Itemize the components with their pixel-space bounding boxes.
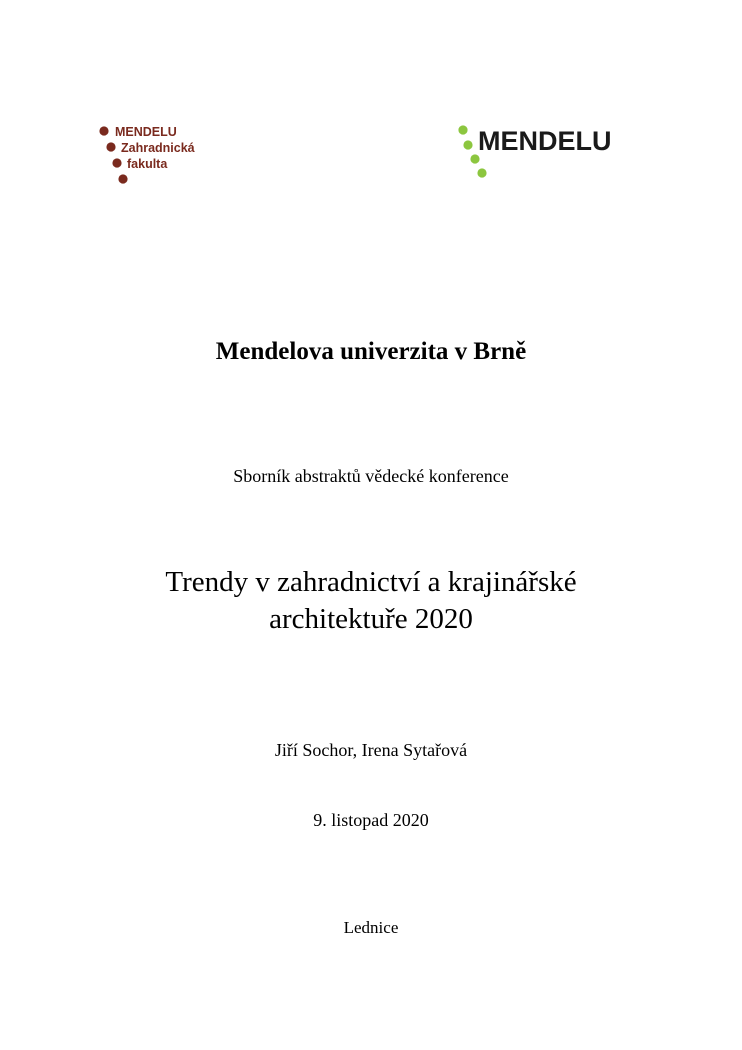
university-name: Mendelova univerzita v Brně — [215, 338, 527, 365]
conference-title — [0, 564, 742, 638]
faculty-logo-line: Zahradnická — [121, 141, 195, 155]
mendelu-logo-text: MENDELU — [478, 126, 612, 156]
logo-dot — [99, 126, 108, 135]
logo-dot — [477, 168, 486, 177]
faculty-logo-line: fakulta — [127, 157, 168, 171]
conference-place: Lednice — [343, 918, 399, 937]
conference-title-line: architektuře 2020 — [269, 603, 473, 635]
logo-dot — [458, 125, 467, 134]
logo-dot — [106, 142, 115, 151]
editors: Jiří Sochor, Irena Sytařová — [274, 740, 468, 760]
logo-dot — [112, 158, 121, 167]
faculty-logo — [88, 114, 212, 194]
faculty-logo-line: MENDELU — [115, 125, 177, 139]
logo-dot — [463, 140, 472, 149]
mendelu-logo — [440, 108, 652, 194]
logo-dot — [118, 174, 127, 183]
conference-date: 9. listopad 2020 — [313, 810, 429, 830]
conference-title-line: Trendy v zahradnictví a krajinářské — [165, 566, 577, 598]
proceedings-label: Sborník abstraktů vědecké konference — [233, 466, 509, 486]
